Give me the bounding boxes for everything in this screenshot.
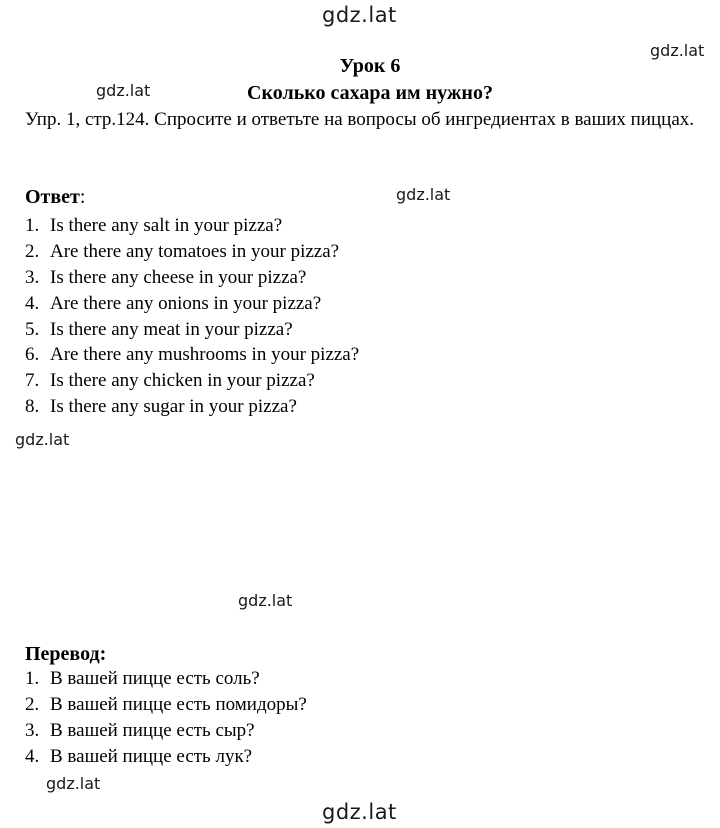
list-item-text: Is there any salt in your pizza?: [50, 215, 283, 236]
list-item-number: 1.: [25, 668, 40, 689]
list-item-text: Are there any mushrooms in your pizza?: [50, 344, 360, 366]
list-item-number: 7.: [25, 370, 40, 392]
list-item-text: Are there any tomatoes in your pizza?: [50, 240, 340, 262]
list-item: [25, 342, 359, 368]
list-item: [25, 291, 359, 317]
list-item-number: 4.: [25, 745, 40, 767]
list-item-number: 1.: [25, 215, 40, 236]
answer-list: [25, 213, 359, 420]
list-item: [25, 692, 307, 718]
list-item-text: В вашей пицце есть лук?: [50, 745, 253, 767]
list-item-number: 3.: [25, 719, 40, 741]
answer-label-text: Ответ: [25, 186, 80, 208]
list-item: [25, 239, 359, 265]
list-item-number: 2.: [25, 693, 40, 715]
watermark-top: gdz.lat: [322, 3, 397, 27]
answer-label: [25, 186, 85, 209]
list-item-number: 2.: [25, 240, 40, 262]
list-item-text: Is there any meat in your pizza?: [50, 318, 293, 340]
translation-label: [25, 643, 106, 666]
watermark-left-after-translation: gdz.lat: [46, 774, 101, 793]
list-item: [25, 744, 307, 770]
watermark-top-right: gdz.lat: [650, 41, 705, 60]
answer-label-colon: :: [79, 186, 86, 208]
list-item-text: В вашей пицце есть сыр?: [50, 719, 255, 741]
list-item: [25, 317, 359, 343]
watermark-bottom: gdz.lat: [322, 800, 397, 824]
list-item-number: 8.: [25, 396, 40, 418]
lesson-heading: Урок 6: [339, 55, 401, 77]
lesson-title: Сколько сахара им нужно?: [247, 82, 493, 104]
list-item-text: В вашей пицце есть помидоры?: [50, 693, 307, 715]
watermark-mid-answer: gdz.lat: [396, 185, 451, 204]
watermark-left-after-answers: gdz.lat: [15, 430, 70, 449]
list-item: [25, 394, 359, 420]
task-text: Упр. 1, стр.124. Спросите и ответьте на вопросы об ингредиентах в ваших пиццах.: [25, 109, 695, 130]
watermark-center-blank: gdz.lat: [238, 591, 293, 610]
list-item-text: Is there any sugar in your pizza?: [50, 396, 297, 418]
translation-list: [25, 666, 307, 770]
list-item: [25, 368, 359, 394]
list-item-number: 4.: [25, 292, 40, 314]
list-item-text: Is there any cheese in your pizza?: [50, 266, 307, 288]
list-item-number: 3.: [25, 266, 40, 288]
list-item-text: В вашей пицце есть соль?: [50, 668, 260, 689]
list-item-number: 5.: [25, 318, 40, 340]
list-item-text: Is there any chicken in your pizza?: [50, 370, 315, 392]
translation-label-text: Перевод:: [25, 643, 107, 665]
list-item-number: 6.: [25, 344, 40, 366]
list-item: [25, 213, 359, 239]
list-item: [25, 718, 307, 744]
list-item: [25, 265, 359, 291]
list-item: [25, 666, 307, 692]
list-item-text: Are there any onions in your pizza?: [50, 292, 322, 314]
watermark-left-title: gdz.lat: [96, 81, 151, 100]
